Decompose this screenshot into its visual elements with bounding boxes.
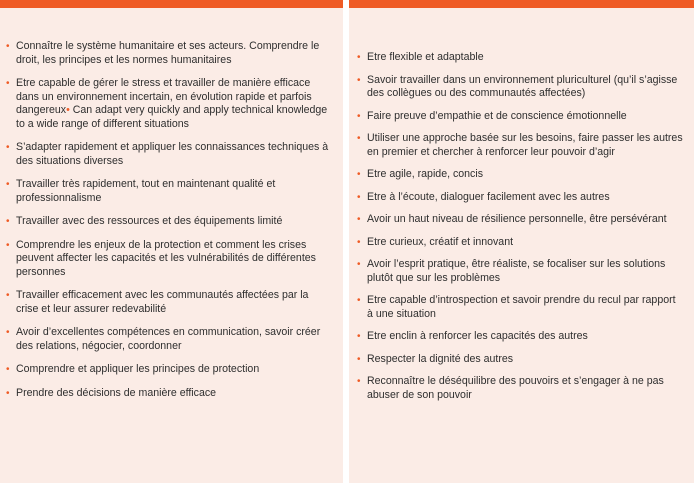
list-item-text: Reconnaître le déséquilibre des pouvoirs et s’engager à ne pas abuser de son pouvoir — [367, 375, 664, 401]
list-item — [355, 110, 684, 124]
bullet-icon: • — [6, 387, 10, 399]
list-item-text: Connaître le système humanitaire et ses acteurs. Comprendre le droit, les principes et les normes humanitaires — [16, 40, 320, 66]
list-item — [355, 353, 684, 367]
bullet-icon: • — [6, 78, 10, 89]
list-item — [4, 178, 333, 205]
list-item — [355, 132, 684, 159]
bullet-icon: • — [6, 216, 10, 227]
list-item-text: Etre enclin à renforcer les capacités des autres — [367, 330, 588, 342]
bullet-icon: • — [6, 41, 10, 52]
list-item — [355, 294, 684, 321]
list-item-text: Etre flexible et adaptable — [367, 51, 484, 63]
list-item-text: Faire preuve d’empathie et de conscience émotionnelle — [367, 109, 627, 122]
bullet-icon: • — [6, 327, 10, 338]
list-item — [4, 239, 333, 280]
list-item-text: Can adapt very quickly and apply technical knowledge to a wide range of different situations — [16, 104, 328, 130]
list-item — [355, 74, 684, 101]
list-item-text: Prendre des décisions de manière efficace — [16, 386, 217, 399]
list-item-text: Avoir un haut niveau de résilience personnelle, être persévérant — [367, 213, 667, 225]
list-item-text: Etre curieux, créatif et innovant — [367, 235, 514, 248]
list-item — [355, 168, 684, 182]
bullet-icon: • — [6, 290, 10, 301]
left-column — [0, 0, 343, 483]
bullet-icon: • — [6, 364, 10, 375]
bullet-icon: • — [357, 353, 361, 365]
right-column-header — [349, 0, 694, 8]
left-column-header — [0, 0, 343, 8]
list-item — [4, 40, 333, 67]
list-item — [4, 289, 333, 316]
bullet-icon: • — [357, 331, 361, 342]
list-item-text: Utiliser une approche basée sur les besoins, faire passer les autres en premier et chercher à renforcer leur pouvoir d’agir — [367, 132, 683, 158]
list-item — [4, 326, 333, 353]
bullet-icon: • — [6, 142, 10, 153]
bullet-icon: • — [357, 259, 361, 270]
bullet-icon: • — [6, 179, 10, 190]
list-item-text: Etre capable de gérer le stress et travailler de manière efficace dans un environnement incertain, en évolution rapide et parfois dangereux — [16, 77, 312, 116]
list-item-text: Etre agile, rapide, concis — [367, 168, 484, 180]
list-item-text: Etre à l’écoute, dialoguer facilement avec les autres — [367, 190, 610, 203]
bullet-icon: • — [6, 239, 10, 251]
bullet-icon: • — [357, 52, 361, 63]
bullet-icon: • — [357, 376, 361, 387]
bullet-icon: • — [357, 295, 361, 306]
bullet-icon: • — [66, 104, 70, 116]
list-item-text: S’adapter rapidement et appliquer les connaissances techniques à des situations diverses — [16, 141, 329, 167]
list-item-text: Savoir travailler dans un environnement pluriculturel (qu’il s’agisse des collègues ou des communautés affectées) — [367, 73, 678, 99]
list-item-text: Etre capable d’introspection et savoir prendre du recul par rapport à une situation — [367, 294, 676, 320]
list-item — [355, 51, 684, 65]
list-item-text: Respecter la dignité des autres — [367, 352, 514, 365]
list-item-text: Travailler efficacement avec les communautés affectées par la crise et leur assurer redevabilité — [16, 289, 309, 315]
bullet-icon: • — [357, 236, 361, 248]
list-item — [355, 258, 684, 285]
list-item — [4, 215, 333, 229]
list-item — [355, 191, 684, 205]
list-item — [4, 387, 333, 401]
bullet-icon: • — [357, 110, 361, 122]
bullet-icon: • — [357, 191, 361, 203]
list-item-text: Avoir l’esprit pratique, être réaliste, se focaliser sur les solutions plutôt que sur les problèmes — [367, 258, 666, 284]
list-item-text: Travailler très rapidement, tout en maintenant qualité et professionnalisme — [16, 178, 276, 204]
list-item-text: Avoir d’excellentes compétences en communication, savoir créer des relations, négocier, coordonner — [16, 326, 321, 352]
bullet-icon: • — [357, 214, 361, 225]
list-item-text: Comprendre et appliquer les principes de protection — [16, 363, 260, 375]
list-item — [4, 77, 333, 131]
list-item — [4, 363, 333, 377]
list-item — [355, 375, 684, 402]
list-item-text: Comprendre les enjeux de la protection et comment les crises peuvent affecter les capacités et les vulnérabilités de différentes personnes — [16, 238, 316, 278]
bullet-icon: • — [357, 133, 361, 144]
bullet-icon: • — [357, 74, 361, 86]
list-item-text: Travailler avec des ressources et des équipements limité — [16, 215, 283, 227]
list-item — [355, 213, 684, 227]
bullet-icon: • — [357, 169, 361, 180]
list-item — [355, 330, 684, 344]
list-item — [355, 236, 684, 250]
list-item — [4, 141, 333, 168]
right-competency-list — [349, 8, 694, 402]
left-competency-list — [0, 8, 343, 400]
right-column — [349, 0, 694, 483]
